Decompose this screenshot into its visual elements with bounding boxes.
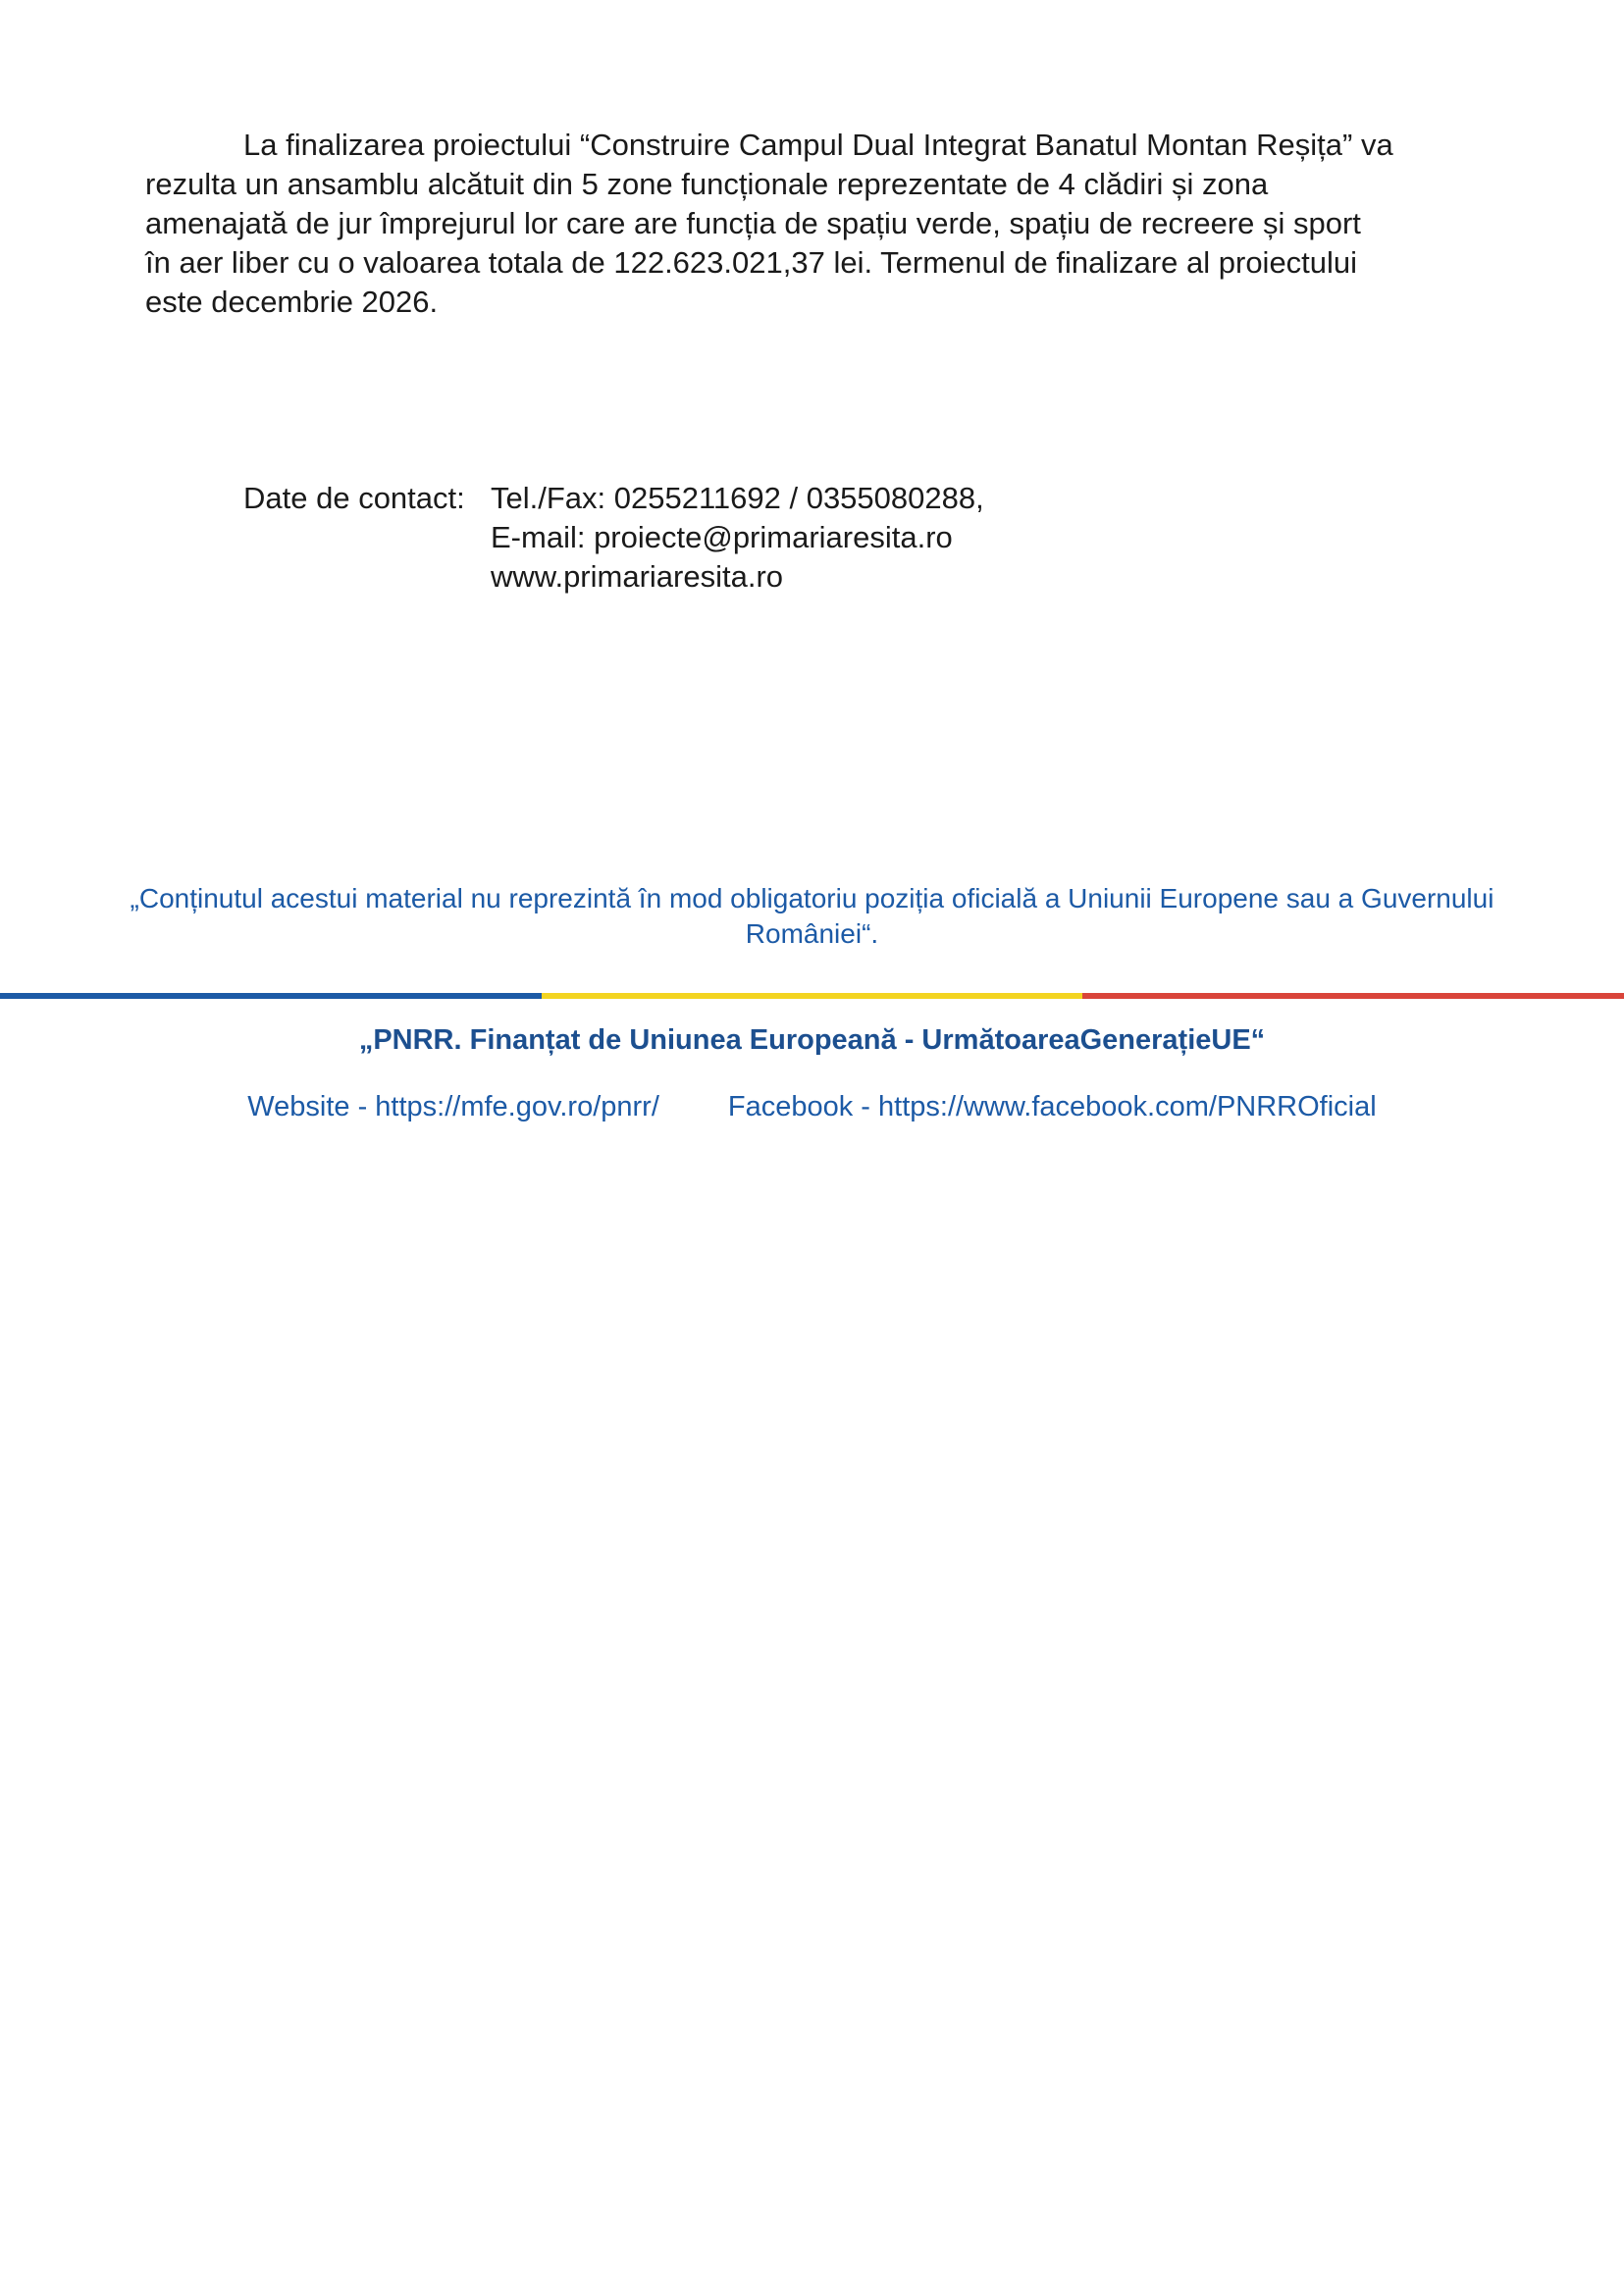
contact-website: www.primariaresita.ro bbox=[491, 559, 784, 594]
paragraph-line: în aer liber cu o valoarea totala de 122.623.021,37 lei. Termenul de finalizare al proiectului bbox=[145, 245, 1358, 280]
contact-row-phone bbox=[243, 479, 984, 518]
contact-spacer bbox=[243, 518, 491, 557]
contact-row-email bbox=[243, 518, 984, 557]
tricolor-blue-segment bbox=[0, 993, 542, 999]
website-link[interactable]: Website - https://mfe.gov.ro/pnrr/ bbox=[247, 1091, 659, 1122]
tricolor-divider bbox=[0, 993, 1624, 999]
contact-block bbox=[243, 479, 984, 597]
disclaimer-line: României“. bbox=[745, 918, 879, 949]
eu-disclaimer bbox=[39, 881, 1585, 952]
paragraph-line: este decembrie 2026. bbox=[145, 285, 439, 319]
project-paragraph bbox=[145, 126, 1499, 322]
paragraph-line: amenajată de jur împrejurul lor care are funcția de spațiu verde, spațiu de recreere și sport bbox=[145, 206, 1361, 240]
tricolor-red-segment bbox=[1082, 993, 1624, 999]
footer-links bbox=[0, 1089, 1624, 1124]
contact-row-website bbox=[243, 557, 984, 597]
tricolor-yellow-segment bbox=[542, 993, 1083, 999]
disclaimer-line: „Conținutul acestui material nu reprezintă în mod obligatoriu poziția oficială a Uniunii Europene sau a Guvernului bbox=[130, 883, 1494, 913]
contact-spacer bbox=[243, 557, 491, 597]
pnrr-slogan: „PNRR. Finanțat de Uniunea Europeană - UrmătoareaGenerațieUE“ bbox=[358, 1024, 1266, 1056]
paragraph-line: rezulta un ansamblu alcătuit din 5 zone funcționale reprezentate de 4 clădiri și zona bbox=[145, 167, 1269, 201]
facebook-link[interactable]: Facebook - https://www.facebook.com/PNRROficial bbox=[727, 1091, 1377, 1122]
contact-label: Date de contact: bbox=[243, 481, 465, 515]
contact-phone: Tel./Fax: 0255211692 / 0355080288, bbox=[491, 481, 984, 515]
contact-email: E-mail: proiecte@primariaresita.ro bbox=[491, 520, 953, 554]
paragraph-line: La finalizarea proiectului “Construire Campul Dual Integrat Banatul Montan Reșița” va bbox=[243, 128, 1393, 162]
